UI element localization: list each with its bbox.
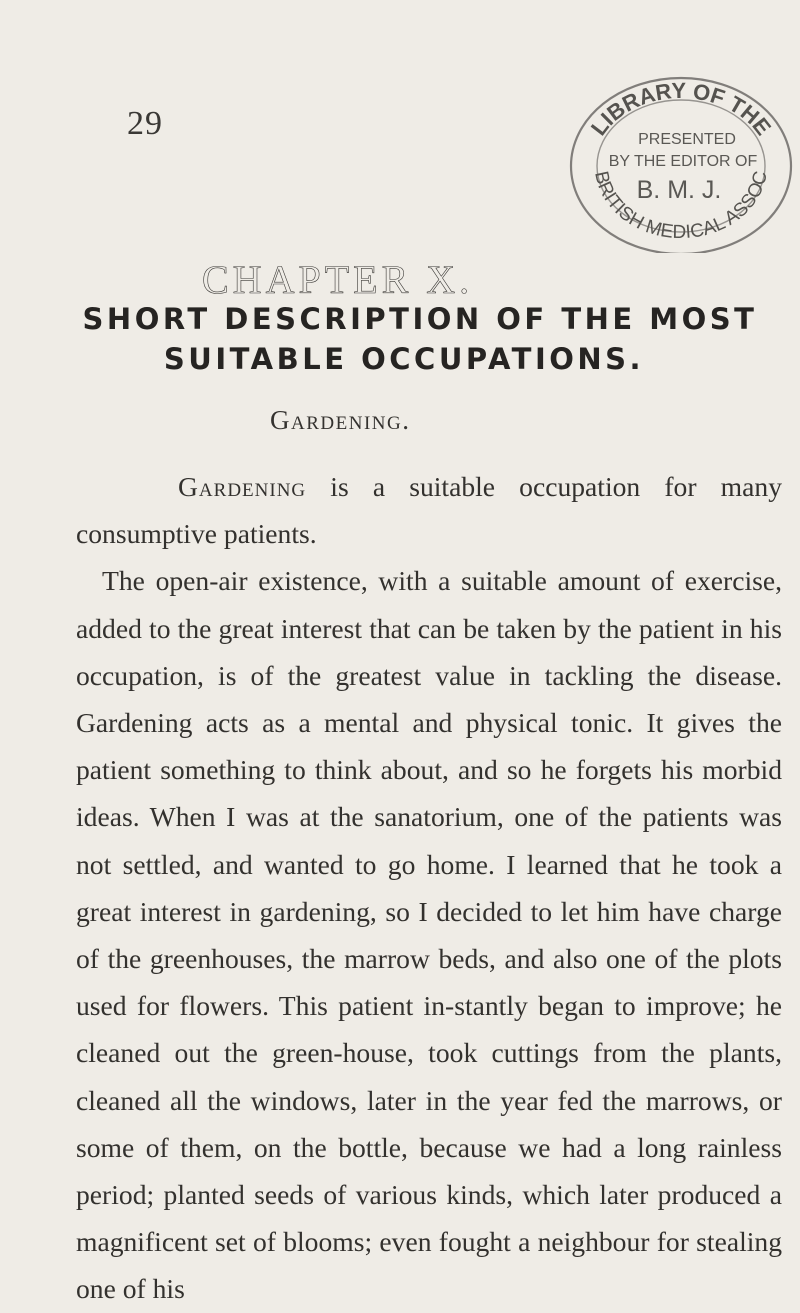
paragraph-1 — [76, 463, 782, 557]
stamp-arc-top: LIBRARY OF THE — [585, 77, 777, 140]
paragraph-1-lead: Gardening — [178, 471, 307, 502]
library-stamp — [555, 48, 800, 253]
paragraph-1-rest: is a suitable occupation for many consumptive patients. — [76, 471, 782, 550]
paragraph-2: The open-air existence, with a suitable amount of exercise, added to the great interest that can be taken by the patient in his occupation, is of the greatest value in tackling the disease. Gardening acts as a mental and physical tonic. It gives the patient something to think about, and so he forgets his morbid ideas. When I was at the sanatorium, one of the patients was not settled, and wanted to go home. I learned that he took a great interest in gardening, so I decided to let him have charge of the greenhouses, the marrow beds, and also one of the plots used for flowers. This patient in-stantly began to improve; he cleaned out the green-house, took cuttings from the plants, cleaned all the windows, later in the year fed the marrows, or some of them, on the bottle, because we had a long rainless period; planted seeds of various kinds, which later produced a magnificent set of blooms; even fought a neighbour for stealing one of his — [76, 565, 782, 1305]
chapter-heading: CHAPTER X. — [202, 257, 474, 302]
chapter-title-line-1: SHORT DESCRIPTION OF THE MOST — [82, 302, 758, 336]
body-text — [76, 463, 782, 1313]
chapter-title-line-2: SUITABLE OCCUPATIONS. — [163, 342, 645, 376]
stamp-arc-bottom: BRITISH MEDICAL ASSOC — [590, 169, 772, 244]
stamp-line-editor: BY THE EDITOR OF — [608, 153, 758, 170]
page-number: 29 — [127, 105, 163, 142]
section-heading: Gardening. — [270, 405, 411, 435]
stamp-line-presented: PRESENTED — [638, 131, 736, 148]
stamp-line-bmj: B. M. J. — [636, 176, 722, 204]
